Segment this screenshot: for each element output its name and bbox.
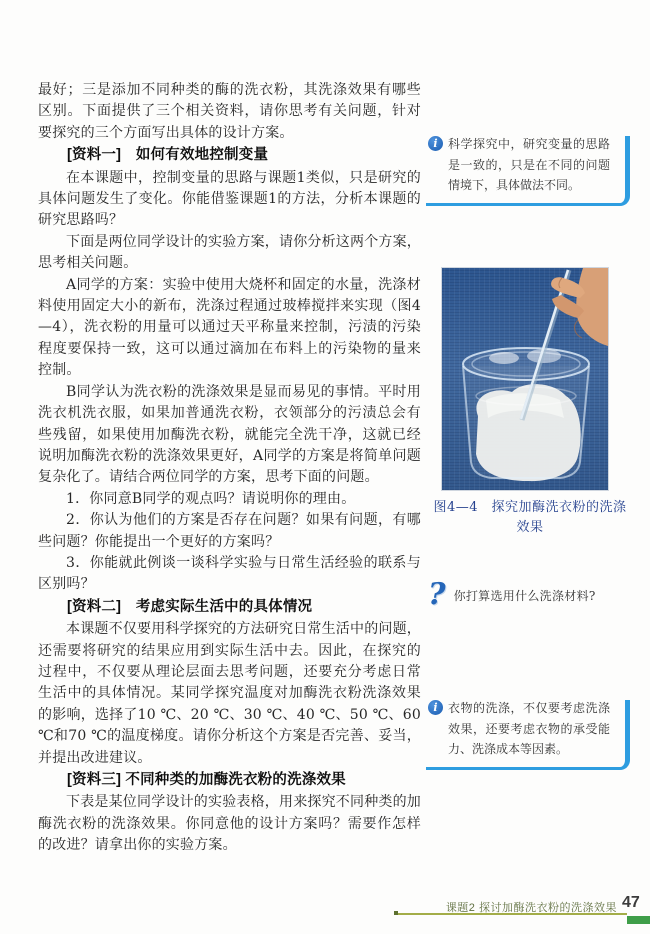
heading-material-1: [资料一] 如何有效地控制变量 bbox=[67, 147, 269, 164]
question-item-1: 1．你同意B同学的观点吗？请说明你的理由。 bbox=[66, 490, 356, 507]
paragraph-real-life: 本课题不仅要用科学探究的方法研究日常生活中的问题，还需要将研究的结果应用到实际生活中去。因此，在探究的过程中，不仅要从理论层面去思考问题，还要充分考虑日常生活中的具体情况。某同学探究温度对加酶洗衣粉洗涤效果的影响，选择了10 ℃、20 ℃、30 ℃、40 ℃、50 ℃、60 ℃和70 ℃的温度梯度。请你分析这个方案是否完善、妥当，并提出改进建议。 bbox=[38, 621, 421, 766]
figure-4-4 bbox=[428, 268, 642, 538]
info-icon: i bbox=[428, 700, 443, 715]
page-number: 47 bbox=[622, 894, 640, 911]
info-icon: i bbox=[428, 136, 443, 151]
heading-material-2: [资料二] 考虑实际生活中的具体情况 bbox=[67, 598, 313, 615]
margin-question-text: 你打算选用什么洗涤材料? bbox=[453, 588, 596, 603]
sidebar bbox=[428, 130, 642, 910]
question-item-3: 3．你能就此例谈一谈科学实验与日常生活经验的联系与区别吗？ bbox=[38, 554, 421, 593]
margin-note-text: 衣物的洗涤，不仅要考虑洗涤效果，还要考虑衣物的承受能力、洗涤成本等因素。 bbox=[448, 701, 610, 756]
margin-note-text: 科学探究中，研究变量的思路是一致的，只是在不同的问题情境下，具体做法不同。 bbox=[448, 137, 610, 192]
footer-chapter-title: 课题2 探讨加酶洗衣粉的洗涤效果 bbox=[445, 902, 617, 914]
question-item-2: 2．你认为他们的方案是否存在问题？如果有问题，有哪些问题？你能提出一个更好的方案吗？ bbox=[38, 512, 421, 550]
paragraph-student-b-plan: B同学认为洗衣粉的洗涤效果是显而易见的事情。平时用洗衣机洗衣服，如果加普通洗衣粉，衣领部分的污渍总会有些残留，如果使用加酶洗衣粉，就能完全洗干净，这就已经说明加酶洗衣粉的洗涤效果更好，A同学的方案是将简单问题复杂化了。请结合两位同学的方案，思考下面的问题。 bbox=[38, 383, 421, 486]
question-mark-icon: ? bbox=[428, 577, 446, 612]
footer-green-block bbox=[627, 916, 650, 924]
paragraph-control-variables: 在本课题中，控制变量的思路与课题1类似，只是研究的具体问题发生了变化。你能借鉴课题1的方法，分析本课题的研究思路吗？ bbox=[38, 169, 421, 229]
paragraph-two-plans-intro: 下面是两位同学设计的实验方案，请你分析这两个方案，思考相关问题。 bbox=[38, 233, 421, 272]
heading-material-3: [资料三] 不同种类的加酶洗衣粉的洗涤效果 bbox=[67, 772, 346, 788]
margin-note-laundry bbox=[428, 698, 624, 760]
beaker-photo bbox=[442, 268, 608, 490]
paragraph-student-a-plan: A同学的方案：实验中使用大烧杯和固定的水量，洗涤材料使用固定大小的新布，洗涤过程通过玻棒搅拌来实现（图4—4），洗衣粉的用量可以通过天平称量来控制，污渍的污染程度要保持一致，这可以通过滴加在布料上的污染物的量来控制。 bbox=[38, 276, 421, 379]
paragraph-continued: 最好；三是添加不同种类的酶的洗衣粉，其洗涤效果有哪些区别。下面提供了三个相关资料，请你思考有关问题，针对要探究的三个方面写出具体的设计方案。 bbox=[38, 82, 421, 141]
beaker-illustration bbox=[442, 268, 608, 490]
paragraph-table-intro: 下表是某位同学设计的实验表格，用来探究不同种类的加酶洗衣粉的洗涤效果。你同意他的设计方案吗？需要作怎样的改进？请拿出你的实验方案。 bbox=[38, 794, 421, 854]
main-text-column bbox=[38, 80, 421, 857]
margin-note-variables bbox=[428, 134, 624, 196]
figure-caption: 图4—4 探究加酶洗衣粉的洗涤效果 bbox=[433, 500, 627, 535]
margin-question bbox=[428, 577, 638, 612]
